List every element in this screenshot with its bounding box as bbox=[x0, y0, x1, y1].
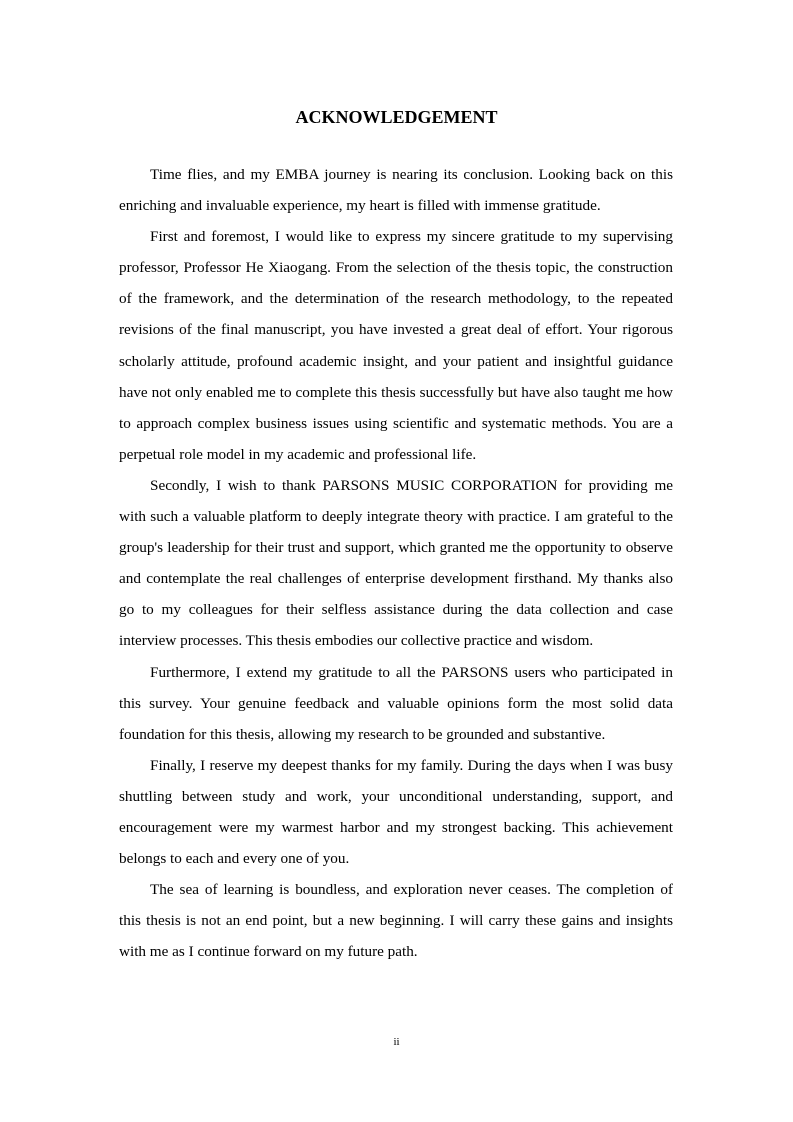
paragraph-supervisor: First and foremost, I would like to express my sincere gratitude to my supervising professor, Professor He Xiaogang. From the selection of the thesis topic, the construction of the framework, and the determination of the research methodology, to the repeated revisions of the final manuscript, you have invested a great deal of effort. Your rigorous scholarly attitude, profound academic insight, and your patient and insightful guidance have not only enabled me to complete this thesis successfully but have also taught me how to approach complex business issues using scientific and systematic methods. You are a perpetual role model in my academic and professional life. bbox=[119, 228, 673, 463]
document-body bbox=[119, 159, 673, 967]
paragraph-users: Furthermore, I extend my gratitude to all the PARSONS users who participated in this survey. Your genuine feedback and valuable opinions form the most solid data foundation for this thesis, allowing my research to be grounded and substantive. bbox=[119, 663, 673, 743]
page-number: ii bbox=[393, 1036, 400, 1048]
page-title: ACKNOWLEDGEMENT bbox=[295, 107, 498, 127]
paragraph-company: Secondly, I wish to thank PARSONS MUSIC CORPORATION for providing me with such a valuable platform to deeply integrate theory with practice. I am grateful to the group's leadership for their trust and support, which granted me the opportunity to observe and contemplate the real challenges of enterprise development firsthand. My thanks also go to my colleagues for their selfless assistance during the data collection and case interview processes. This thesis embodies our collective practice and wisdom. bbox=[119, 476, 673, 650]
paragraph-closing: The sea of learning is boundless, and exploration never ceases. The completion of this thesis is not an end point, but a new beginning. I will carry these gains and insights with me as I continue forward on my future path. bbox=[119, 881, 673, 961]
paragraph-intro: Time flies, and my EMBA journey is nearing its conclusion. Looking back on this enriching and invaluable experience, my heart is filled with immense gratitude. bbox=[119, 166, 673, 215]
paragraph-family: Finally, I reserve my deepest thanks for my family. During the days when I was busy shuttling between study and work, your unconditional understanding, support, and encouragement were my warmest harbor and my strongest backing. This achievement belongs to each and every one of you. bbox=[119, 756, 673, 868]
